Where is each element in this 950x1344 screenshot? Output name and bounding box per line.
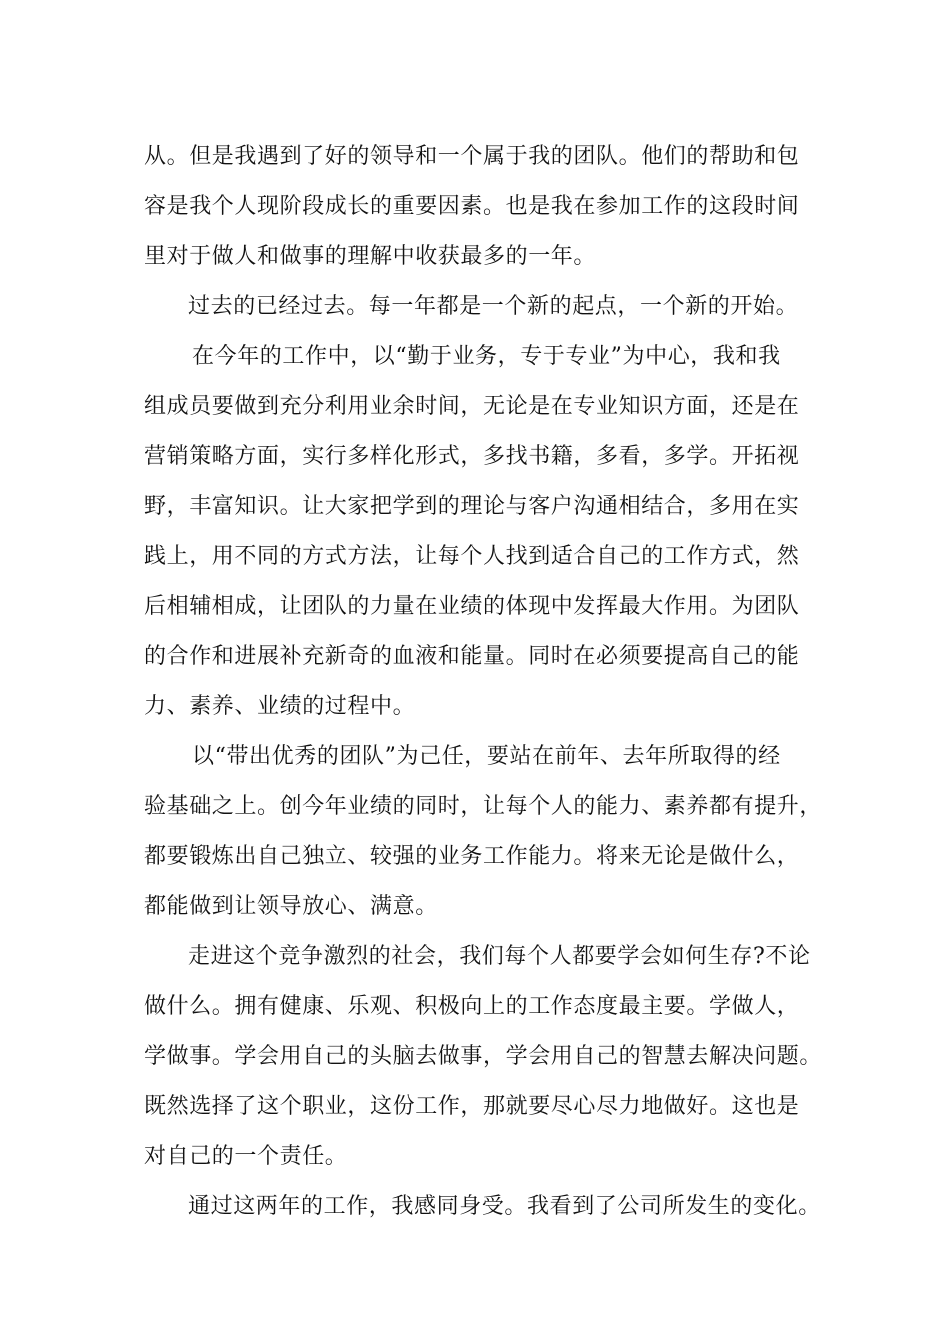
- text-line: 组成员要做到充分利用业余时间，无论是在专业知识方面，还是在: [144, 394, 800, 419]
- text-line: 做什么。拥有健康、乐观、积极向上的工作态度最主要。学做人，: [144, 994, 800, 1019]
- text-line: 既然选择了这个职业，这份工作，那就要尽心尽力地做好。这也是: [144, 1094, 800, 1119]
- text-line: 容是我个人现阶段成长的重要因素。也是我在参加工作的这段时间: [144, 194, 800, 219]
- text-line: 力、素养、业绩的过程中。: [144, 694, 416, 719]
- text-line: 里对于做人和做事的理解中收获最多的一年。: [144, 244, 597, 269]
- paragraph-start-line: 通过这两年的工作，我感同身受。我看到了公司所发生的变化。: [188, 1194, 821, 1219]
- text-line: 验基础之上。创今年业绩的同时，让每个人的能力、素养都有提升，: [144, 794, 823, 819]
- text-line: 野，丰富知识。让大家把学到的理论与客户沟通相结合，多用在实: [144, 494, 800, 519]
- text-line: 营销策略方面，实行多样化形式，多找书籍，多看，多学。开拓视: [144, 444, 800, 469]
- paragraph-start-line: 在今年的工作中，以“勤于业务，专于专业”为中心，我和我: [192, 344, 781, 369]
- paragraph-start-line: 以“带出优秀的团队”为己任，要站在前年、去年所取得的经: [192, 744, 781, 769]
- text-line: 对自己的一个责任。: [144, 1144, 348, 1169]
- text-line: 都能做到让领导放心、满意。: [144, 894, 438, 919]
- text-line: 都要锻炼出自己独立、较强的业务工作能力。将来无论是做什么，: [144, 844, 800, 869]
- text-line: 学做事。学会用自己的头脑去做事，学会用自己的智慧去解决问题。: [144, 1044, 823, 1069]
- text-line: 后相辅相成，让团队的力量在业绩的体现中发挥最大作用。为团队: [144, 594, 800, 619]
- paragraph-start-line: 走进这个竞争激烈的社会，我们每个人都要学会如何生存?不论: [188, 944, 811, 969]
- body-text: [144, 132, 844, 1232]
- text-line: 从。但是我遇到了好的领导和一个属于我的团队。他们的帮助和包: [144, 144, 800, 169]
- text-line: 的合作和进展补充新奇的血液和能量。同时在必须要提高自己的能: [144, 644, 800, 669]
- paragraph-start-line: 过去的已经过去。每一年都是一个新的起点，一个新的开始。: [188, 294, 799, 319]
- text-line: 践上，用不同的方式方法，让每个人找到适合自己的工作方式，然: [144, 544, 800, 569]
